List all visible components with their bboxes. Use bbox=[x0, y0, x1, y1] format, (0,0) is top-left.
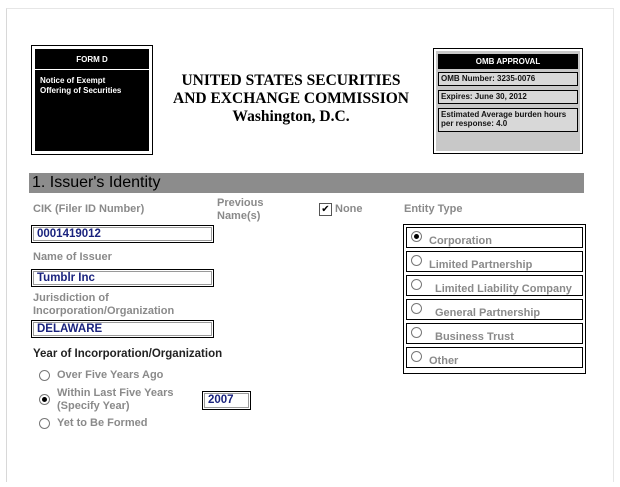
radio-icon bbox=[411, 279, 422, 290]
checkmark-icon: ✔ bbox=[321, 204, 330, 215]
agency-title-line1: UNITED STATES SECURITIES bbox=[181, 72, 401, 89]
entity-option-label: Business Trust bbox=[435, 331, 514, 343]
omb-approval-inner bbox=[436, 51, 580, 151]
jurisdiction-label-line1: Jurisdiction of bbox=[33, 292, 109, 304]
cik-field[interactable] bbox=[31, 225, 214, 243]
omb-burden bbox=[438, 108, 578, 132]
entity-type-group bbox=[403, 224, 586, 374]
omb-expires-text: Expires: June 30, 2012 bbox=[441, 92, 527, 101]
form-d-description-line1: Notice of Exempt bbox=[40, 76, 106, 85]
year-within-five-radio[interactable] bbox=[39, 394, 50, 405]
cik-label: CIK (Filer ID Number) bbox=[33, 203, 145, 215]
issuer-name-field[interactable] bbox=[31, 269, 214, 287]
radio-icon bbox=[411, 303, 422, 314]
entity-option-label: Corporation bbox=[429, 235, 492, 247]
entity-option-business-trust[interactable] bbox=[406, 323, 583, 344]
year-within-five-label bbox=[57, 387, 173, 413]
entity-option-label: Limited Liability Company bbox=[435, 283, 572, 295]
entity-option-label: General Partnership bbox=[435, 307, 541, 319]
year-over-five-radio[interactable] bbox=[39, 370, 50, 381]
form-d-description bbox=[40, 76, 145, 96]
radio-icon bbox=[411, 255, 422, 266]
jurisdiction-label bbox=[33, 292, 174, 318]
year-yet-to-be-formed-label: Yet to Be Formed bbox=[57, 417, 148, 429]
entity-option-general-partnership[interactable] bbox=[406, 299, 583, 320]
form-d-box bbox=[31, 45, 153, 155]
entity-option-other[interactable] bbox=[406, 347, 583, 368]
entity-option-limited-partnership[interactable] bbox=[406, 251, 583, 272]
omb-approval-title: OMB APPROVAL bbox=[438, 54, 578, 69]
none-checkbox[interactable] bbox=[319, 203, 332, 216]
year-value: 2007 bbox=[204, 393, 249, 408]
agency-title bbox=[160, 72, 422, 126]
omb-burden-line2: per response: 4.0 bbox=[441, 119, 508, 128]
entity-option-label: Limited Partnership bbox=[429, 259, 533, 271]
year-heading: Year of Incorporation/Organization bbox=[33, 348, 223, 360]
radio-icon bbox=[411, 231, 422, 242]
form-d-box-inner bbox=[35, 49, 149, 151]
entity-type-label: Entity Type bbox=[404, 203, 463, 215]
year-within-five-label-line1: Within Last Five Years bbox=[57, 387, 174, 399]
jurisdiction-label-line2: Incorporation/Organization bbox=[33, 305, 175, 317]
issuer-name-value: Tumblr Inc bbox=[33, 271, 212, 285]
omb-approval-box bbox=[433, 48, 583, 154]
entity-option-label: Other bbox=[429, 355, 459, 367]
year-over-five-label: Over Five Years Ago bbox=[57, 369, 164, 381]
year-within-five-label-line2: (Specify Year) bbox=[57, 400, 130, 412]
jurisdiction-value: DELAWARE bbox=[33, 322, 212, 336]
omb-burden-line1: Estimated Average burden hours bbox=[441, 110, 567, 119]
previous-names-label-line1: Previous bbox=[217, 197, 264, 209]
year-field[interactable] bbox=[202, 391, 251, 410]
form-d-description-line2: Offering of Securities bbox=[40, 86, 122, 95]
omb-number: OMB Number: 3235-0076 bbox=[438, 72, 578, 86]
omb-expires bbox=[438, 90, 578, 104]
form-d-divider bbox=[35, 69, 149, 70]
radio-icon bbox=[411, 351, 422, 362]
section-title: 1. Issuer's Identity bbox=[32, 174, 161, 191]
cik-value: 0001419012 bbox=[33, 227, 212, 241]
none-label: None bbox=[335, 203, 363, 215]
previous-names-label-line2: Name(s) bbox=[217, 210, 261, 222]
entity-option-llc[interactable] bbox=[406, 275, 583, 296]
agency-title-line2: AND EXCHANGE COMMISSION bbox=[173, 90, 409, 107]
section-header bbox=[29, 173, 584, 193]
previous-names-label bbox=[217, 197, 263, 223]
entity-option-corporation[interactable] bbox=[406, 227, 583, 248]
jurisdiction-field[interactable] bbox=[31, 320, 214, 338]
issuer-name-label: Name of Issuer bbox=[33, 251, 112, 263]
agency-title-line3: Washington, D.C. bbox=[232, 108, 350, 125]
form-d-title: FORM D bbox=[76, 55, 108, 64]
radio-icon bbox=[411, 327, 422, 338]
year-yet-to-be-formed-radio[interactable] bbox=[39, 418, 50, 429]
